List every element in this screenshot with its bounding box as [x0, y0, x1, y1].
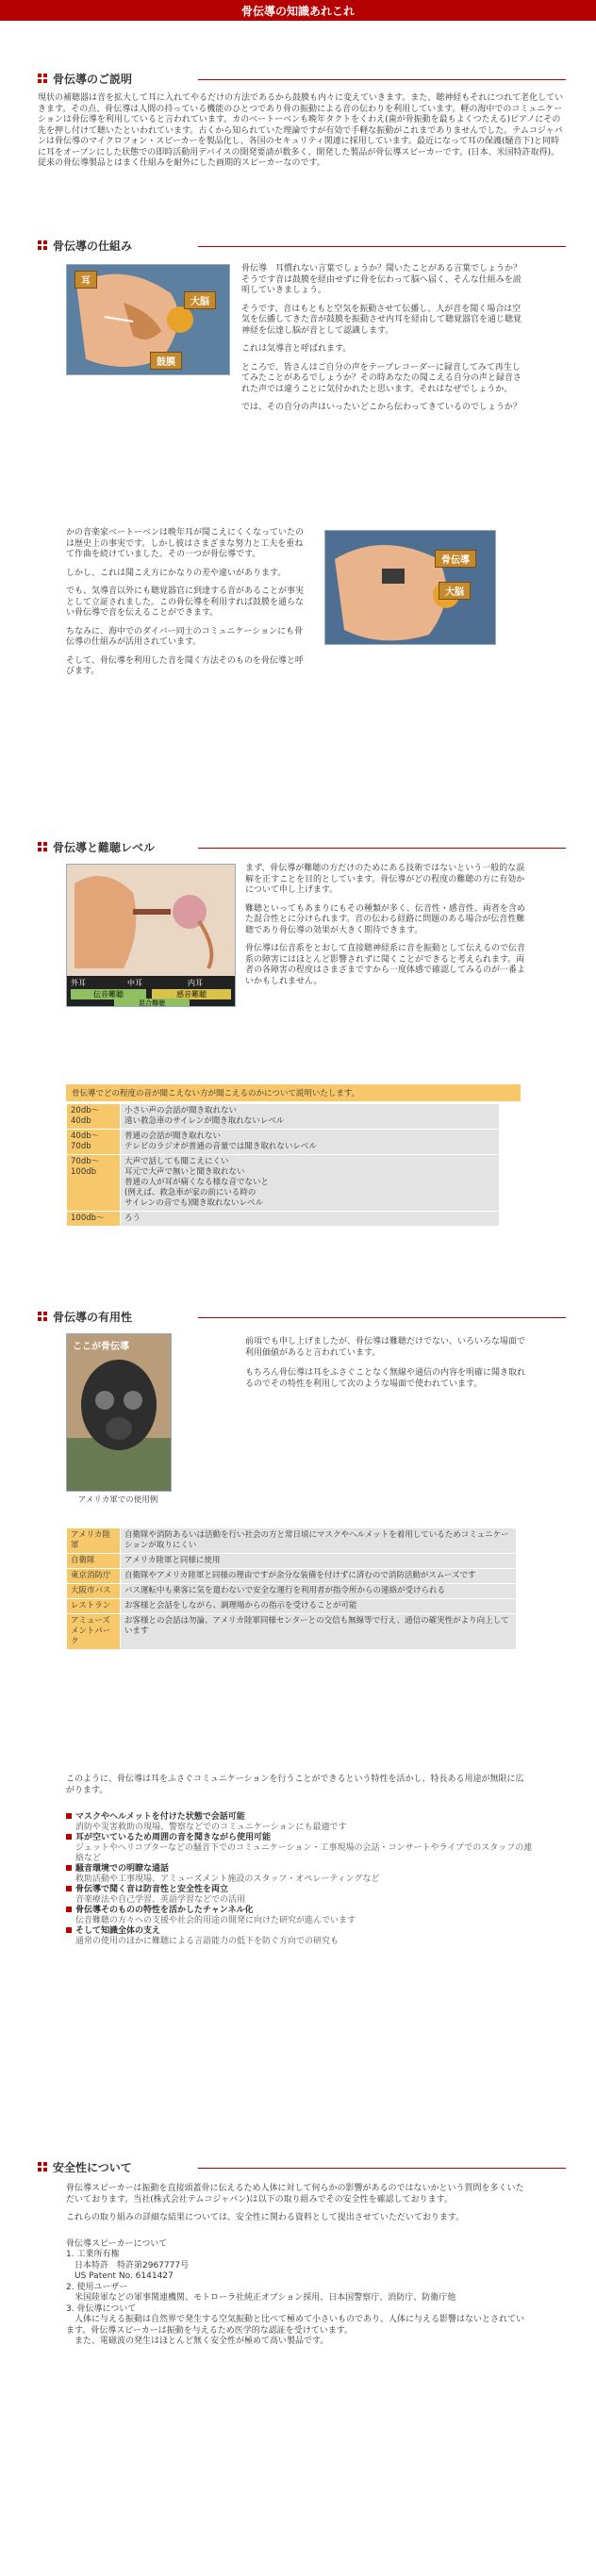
safety-list: [66, 2250, 528, 2348]
row-key: 自衛隊: [67, 1554, 121, 1569]
section-header: [38, 238, 566, 255]
label-brain: 大脳: [439, 582, 471, 600]
list-item: 米国陸軍などの軍事関連機関、モトローラ社純正オプション採用、日本国警察庁、消防庁、防衛庁他: [66, 2293, 456, 2303]
section-header: [38, 71, 566, 88]
section-rule: [198, 79, 566, 80]
row-value: 小さい声の会話が聞き取れない 遠い救急車のサイレンが聞き取れないレベル: [121, 1104, 500, 1130]
section-rule: [198, 1317, 566, 1318]
section-title: 骨伝導のご説明: [53, 73, 133, 86]
table-row: [67, 1130, 500, 1155]
row-value: お客様と会話をしながら、調理場からの指示を受けることが可能: [121, 1599, 517, 1614]
table-row: [67, 1212, 500, 1227]
table-title: 骨伝導でどの程度の音が聞こえない方が聞こえるのかについて説明いたします。: [66, 1084, 521, 1101]
section-marker-icon: [38, 2162, 47, 2171]
anatomy-legend: [67, 976, 235, 1006]
row-key: 20db〜40db: [67, 1104, 121, 1130]
row-value: ろう: [121, 1212, 500, 1227]
hearing-level-table: [66, 1103, 500, 1227]
bullet-detail: 通常の使用のほかに難聴による言語能力の低下を防ぐ方向での研究も: [75, 1937, 339, 1946]
paragraph: しかし、これは聞こえ方にかなりの差や違いがあります。: [66, 568, 287, 578]
section-rule: [198, 848, 566, 849]
paragraph: そして、骨伝導を利用した音を聞く方法そのものを骨伝導と呼びます。: [66, 655, 304, 676]
bullet-title: そして知識全体の支え: [66, 1926, 538, 1937]
photo-caption: アメリカ軍での使用例: [77, 1495, 158, 1505]
paragraph: では、その自分の声はいったいどこから伝わってきているのでしょうか？: [241, 403, 522, 412]
row-value: アメリカ陸軍と同様に使用: [121, 1554, 517, 1569]
bullet-title: 騒音環境での明瞭な通話: [66, 1864, 538, 1874]
row-value: お客様との会話は勿論、アメリカ陸軍同様センターとの交信も無線等で行え、通信の確実性がより向上しています: [121, 1614, 517, 1650]
bullet-title: マスクやヘルメットを付けた状態で会話可能: [66, 1812, 538, 1823]
bullet-detail: ジェットやヘリコプターなどの騒音下でのコミュニケーション・工事現場の会話・コンサートやライブでのスタッフの連絡など: [75, 1843, 533, 1863]
label-middle-ear: 中耳: [127, 979, 142, 987]
bullet-title: 骨伝導で聞く音は防音性と安全性を両立: [66, 1885, 538, 1895]
table-row: [67, 1104, 500, 1130]
soldier-photo: [66, 1333, 172, 1492]
row-key: アミューズメントパーク: [67, 1614, 121, 1650]
hearing-text: [245, 864, 526, 987]
row-value: 自衛隊や消防あるいは活動を行い社会の方と常日頃にマスクやヘルメットを着用しているためコミュニケーションが取りにくい: [121, 1528, 517, 1554]
ear-bone-conduction-figure: [324, 530, 496, 645]
list-item: 日本特許 特許第2967777号: [66, 2260, 190, 2271]
row-value: バス運転中も乗客に気を遣わないで安全な運行を利用者が指令所からの連絡が受けられる: [121, 1584, 517, 1599]
row-key: 東京消防庁: [67, 1569, 121, 1584]
bullet-title: 骨伝導そのものの特性を活かしたチャンネル化: [66, 1906, 538, 1916]
anatomy-illustration: [67, 865, 235, 978]
table-row: [67, 1614, 517, 1650]
table-row: [67, 1584, 517, 1599]
section-rule: [198, 246, 566, 247]
bullet-title: 耳が空いているため周囲の音を聞きながら使用可能: [66, 1833, 538, 1843]
paragraph: 前項でも申し上げましたが、骨伝導は難聴だけでない、いろいろな場面で利用価値があると言われています。: [245, 1337, 526, 1358]
section-header: [38, 2159, 566, 2176]
hearing-level-table-block: [66, 1084, 521, 1227]
section-mechanism: [38, 238, 566, 255]
section-title: 骨伝導の有用性: [53, 1311, 133, 1324]
row-key: 70db〜100db: [67, 1155, 121, 1212]
photo-label: ここが骨伝導: [73, 1342, 129, 1352]
row-key: 大阪市バス: [67, 1584, 121, 1599]
row-value: 普通の会話が聞き取れない テレビのラジオが普通の音量では聞き取れないレベル: [121, 1130, 500, 1155]
table-row: [67, 1599, 517, 1614]
section-body: 現状の補聴器は音を拡大して耳に入れてやるだけの方法であるから鼓膜も内々に変えていきます。また、聴神経もそれにつれて老化していきます。その点、骨伝導は人間の持っている機能のひとつであり骨の振動による音の伝わりを利用しています。軽の海中でのコミュニケーションは骨伝導を利用していると言われています。カのベートーベンも晩年タクトをくわえ(歯が骨振動を最もよくつたえる)ピアノにその先を押し付けて聴いたといわれています。古くから知られていた理論ですが有効で手軽な振動がこれまでありませんでした。テムコジャパンは骨伝導のマイクロフォン・スピーカーを製品化し、各国のセキュリティ関連に採用しています。最近になって耳の保護(騒音下)と同時に耳をオープンにした状態での即時活動用デバイスの開発要請が数多く、開発した製品が骨伝導スピーカーです。(日本、米国特許取得)。従来の骨伝導製品とはまく仕組みを耐外にした画期的スピーカーなのです。: [38, 93, 564, 168]
paragraph: 難聴といってもあまりにもその種類が多く、伝音性・感音性、両者を含めた混合性とに分けられます。音の伝わる経路に問題のある場合が伝音性難聴であり骨伝導の効果が大きく期待できます。: [245, 903, 525, 935]
feature-bullet-list: [66, 1812, 538, 1947]
paragraph: でも、気導音以外にも聴覚器官に到達する音があることが事実として立証されました。この骨伝導を利用すれば鼓膜を通らない骨伝導で音を伝えることができます。: [66, 586, 305, 618]
page-title: 骨伝導の知識あれこれ: [240, 5, 355, 18]
section-marker-icon: [38, 240, 47, 250]
section-marker-icon: [38, 74, 47, 83]
paragraph: これらの取り組みの詳細な結果については、安全性に関わる資料として提出させていただいております。: [66, 2213, 465, 2222]
section-header: [38, 1309, 566, 1326]
usage-table: [66, 1527, 517, 1650]
section-marker-icon: [38, 842, 47, 851]
section-header: [38, 839, 566, 856]
soldier-illustration: [67, 1334, 171, 1491]
top-banner: [0, 0, 596, 21]
label-drum: 鼓膜: [150, 352, 182, 370]
paragraph: 骨伝導は伝音系をとおして直接聴神経系に音を振動として伝えるので伝音系の障害にはほとんど影響されずに聞くことができると考えられます。両者の各障害の程度はさまざまですから一度体感で確認してみるのが一番よいかもしれません。: [245, 944, 526, 986]
section-usefulness: [38, 1309, 566, 1326]
section-hearing-levels: [38, 839, 566, 856]
label-ear: 耳: [74, 271, 97, 289]
bullet-detail: 救助活動や工事現場、アミューズメント施設のスタッフ・オペレーティングなど: [75, 1874, 380, 1884]
section-marker-icon: [38, 1312, 47, 1321]
row-key: アメリカ陸軍: [67, 1528, 121, 1554]
mechanism-text-right: [241, 264, 524, 414]
row-key: 100db〜: [67, 1212, 121, 1227]
table-row: [67, 1528, 517, 1554]
section-explanation: [38, 71, 566, 170]
paragraph: まず、骨伝導が難聴の方だけのためにある技術ではないという一般的な誤解を正すことを目的としています。骨伝導がどの程度の難聴の方に有効かについて申し上げます。: [245, 864, 525, 895]
section-title: 骨伝導の仕組み: [53, 239, 133, 253]
table-row: [67, 1554, 517, 1569]
list-item: US Patent No. 6141427: [66, 2271, 174, 2281]
paragraph: かの音楽家ベートーベンは晩年耳が聞こえにくくなっていたのは歴史上の事実です。しかし彼はさまざまな努力と工夫を重ねて作曲を続けていました。その一つが骨伝導です。: [66, 528, 305, 559]
paragraph: ところで、皆さんはご自分の声をテープレコーダーに録音してみて再生してみたことがあるでしょうか？その時あなたの聞こえる自分の声と録音された声では違うことに気付かれたと思います。それはなぜでしょうか。: [241, 362, 522, 394]
section-title: 安全性について: [53, 2161, 132, 2174]
paragraph: 骨伝導 耳慣れない言葉でしょうか？聞いたことがある言葉でしょうか？そうです音は鼓膜を経由せずに骨を伝わって脳へ届く、そんな仕組みを説明していきましょう。: [241, 264, 522, 295]
bullet-detail: 伝音難聴の方々への支援や社会的用途の開発に向けた研究が進んでいます: [75, 1916, 356, 1925]
table-row: [67, 1569, 517, 1584]
label-bone-conduction: 骨伝導: [435, 550, 476, 568]
ear-air-conduction-figure: [66, 264, 230, 375]
list-item: また、電磁波の発生はほとんど無く安全性が極めて高い製品です。: [66, 2337, 329, 2346]
paragraph: ちなみに、海中でのダイバー同士のコミュニケーションにも骨伝導の仕組みが活用されています。: [66, 626, 304, 647]
mechanism-text-left: [66, 528, 311, 678]
paragraph: 骨伝導スピーカーは振動を直接頭蓋骨に伝えるため人体に対して何らかの影響があるのではないかという質問を多くいただいております。当社(株式会社テムコジャパン)は以下の取り組みでその安全性を確認しております。: [66, 2184, 524, 2204]
list-title: 骨伝導スピーカーについて: [66, 2238, 168, 2249]
usefulness-summary: [66, 1775, 528, 1796]
label-conductive: 伝音難聴: [71, 989, 146, 999]
section-title: 骨伝導と難聴レベル: [53, 841, 156, 854]
table-row: [67, 1155, 500, 1212]
label-inner-ear: 内耳: [188, 979, 203, 987]
row-key: レストラン: [67, 1599, 121, 1614]
row-key: 40db〜70db: [67, 1130, 121, 1155]
paragraph: このように、骨伝導は耳をふさぐコミュニケーションを行うことができるという特性を活かし、特長ある用途が無限に広がります。: [66, 1775, 524, 1795]
bullet-detail: 消防や災害救助の現場、警察などでのコミュニケーションにも最適です: [75, 1823, 347, 1832]
safety-text: [66, 2184, 528, 2348]
label-mixed: 混合難聴: [114, 999, 190, 1007]
section-safety: [38, 2159, 566, 2176]
label-brain: 大脳: [184, 291, 216, 309]
paragraph: そうです、音はもともと空気を振動させて伝播し、人が音を聞く場合は空気を伝播してきた音が鼓膜を振動させ内耳を経由して聴覚器官を通じ聴覚神経を伝達し脳が音として認識します。: [241, 304, 522, 336]
paragraph: もちろん骨伝導は耳をふさぐことなく無線や通信の内容を明確に聞き取れるのでその特性を利用して次のような場面で使われています。: [245, 1368, 526, 1389]
list-item: 2. 使用ユーザー: [66, 2282, 128, 2292]
list-item: 人体に与える振動は自然界で発生する空気振動と比べて極めて小さいものであり、人体に与える影響はないとされています。骨伝導スピーカーは振動を与えるため医学的な認証を受けています。: [66, 2315, 525, 2336]
label-sensorineural: 感音難聴: [152, 989, 231, 999]
ear-anatomy-figure: [66, 864, 236, 1007]
usage-table-block: [66, 1527, 521, 1650]
paragraph: これは気導音と呼ばれます。: [241, 344, 352, 354]
bullet-detail: 音楽療法や自己学習、英語学習などでの活用: [75, 1895, 246, 1905]
usefulness-text: [245, 1337, 526, 1390]
list-item: 3. 骨伝導について: [66, 2304, 137, 2314]
section-rule: [198, 2168, 566, 2169]
row-value: 自衛隊やアメリカ陸軍と同様の理由ですが余分な装備を付けずに済むので消防活動がスムーズです: [121, 1569, 517, 1584]
label-outer-ear: 外耳: [71, 979, 86, 987]
row-value: 大声で話しても聞こえにくい 耳元で大声で無いと聞き取れない 普通の人が耳が痛くなる様な音でないと (例えば、救急車が家の前にいる時の サイレンの音でも)聞き取れないレベル: [121, 1155, 500, 1212]
list-item: 1. 工業所有権: [66, 2250, 120, 2259]
